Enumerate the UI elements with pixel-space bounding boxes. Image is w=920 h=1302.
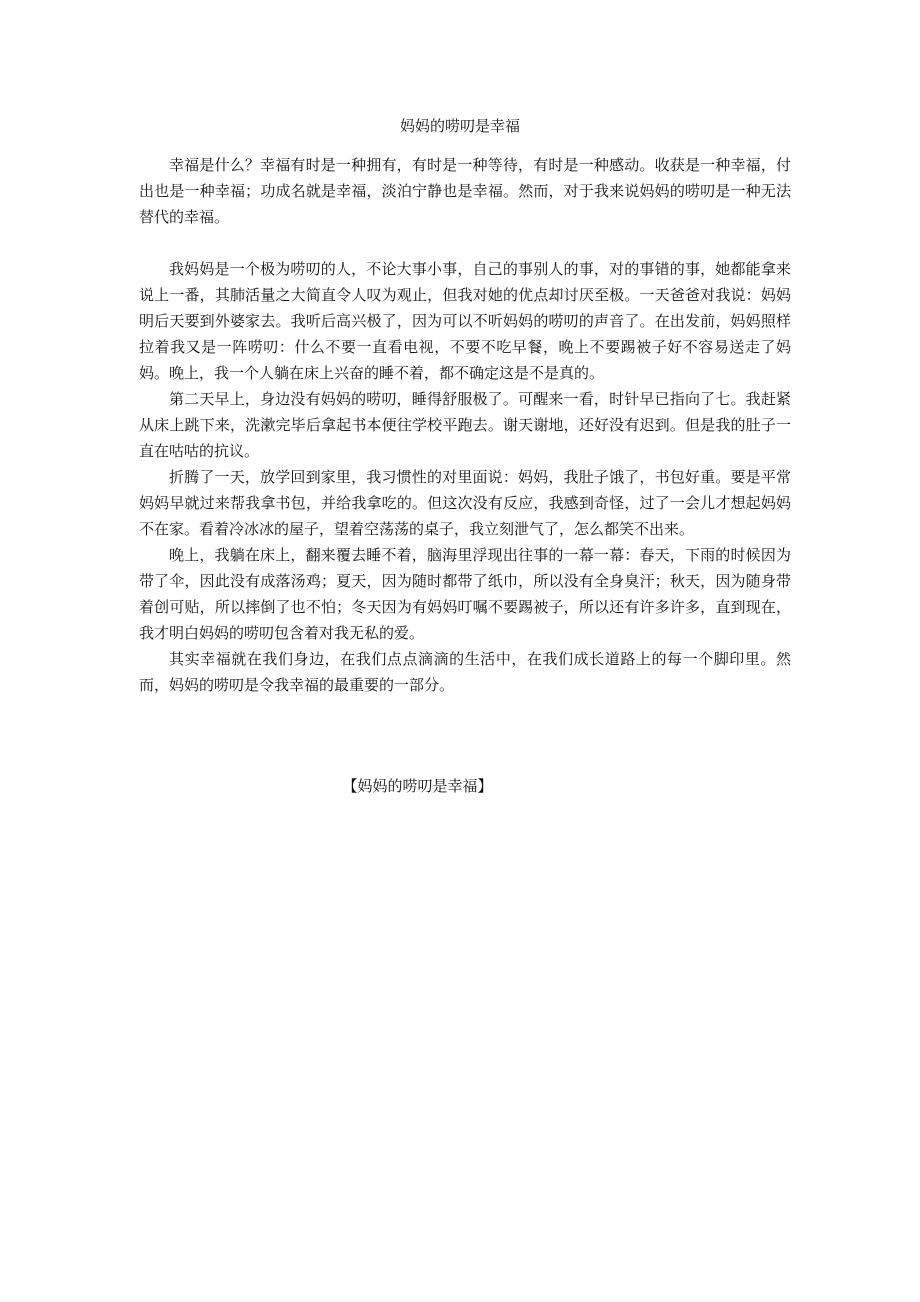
paragraph-next-morning: 第二天早上，身边没有妈妈的唠叨，睡得舒服极了。可醒来一看，时针早已指向了七。我赶紧从床上跳下来，洗漱完毕后拿起书本便往学校平跑去。谢天谢地，还好没有迟到。但是我的肚子一直在咕咕的抗议。	[139, 390, 791, 460]
document-body	[139, 152, 791, 698]
document-title: 妈妈的唠叨是幸福	[399, 117, 520, 135]
paragraph-conclusion: 其实幸福就在我们身边，在我们点点滴滴的生活中，在我们成长道路上的每一个脚印里。然而，妈妈的唠叨是令我幸福的最重要的一部分。	[139, 650, 791, 694]
paragraph-intro: 幸福是什么？幸福有时是一种拥有，有时是一种等待，有时是一种感动。收获是一种幸福，付出也是一种幸福；功成名就是幸福，淡泊宁静也是幸福。然而，对于我来说妈妈的唠叨是一种无法替代的幸福。	[139, 156, 791, 226]
paragraph-mother-nagging: 我妈妈是一个极为唠叨的人，不论大事小事，自己的事别人的事，对的事错的事，她都能拿来说上一番，其肺活量之大简直令人叹为观止，但我对她的优点却讨厌至极。一天爸爸对我说：妈妈明后天要到外婆家去。我听后高兴极了，因为可以不听妈妈的唠叨的声音了。在出发前，妈妈照样拉着我又是一阵唠叨：什么不要一直看电视，不要不吃早餐，晚上不要踢被子好不容易送走了妈妈。晚上，我一个人躺在床上兴奋的睡不着，都不确定这是不是真的。	[139, 260, 791, 382]
paragraph-night-memories: 晚上，我躺在床上，翻来覆去睡不着，脑海里浮现出往事的一幕一幕：春天，下雨的时候因为带了伞，因此没有成落汤鸡；夏天，因为随时都带了纸巾，所以没有全身臭汗；秋天，因为随身带着创可贴，所以摔倒了也不怕；冬天因为有妈妈叮嘱不要踢被子，所以还有许多许多，直到现在，我才明白妈妈的唠叨包含着对我无私的爱。	[139, 546, 791, 642]
paragraph-after-school: 折腾了一天，放学回到家里，我习惯性的对里面说：妈妈，我肚子饿了，书包好重。要是平常妈妈早就过来帮我拿书包，并给我拿吃的。但这次没有反应，我感到奇怪，过了一会儿才想起妈妈不在家。看着冷冰冰的屋子，望着空荡荡的桌子，我立刻泄气了，怎么都笑不出来。	[139, 468, 791, 538]
footer-title: 【妈妈的唠叨是幸福】	[342, 777, 493, 795]
